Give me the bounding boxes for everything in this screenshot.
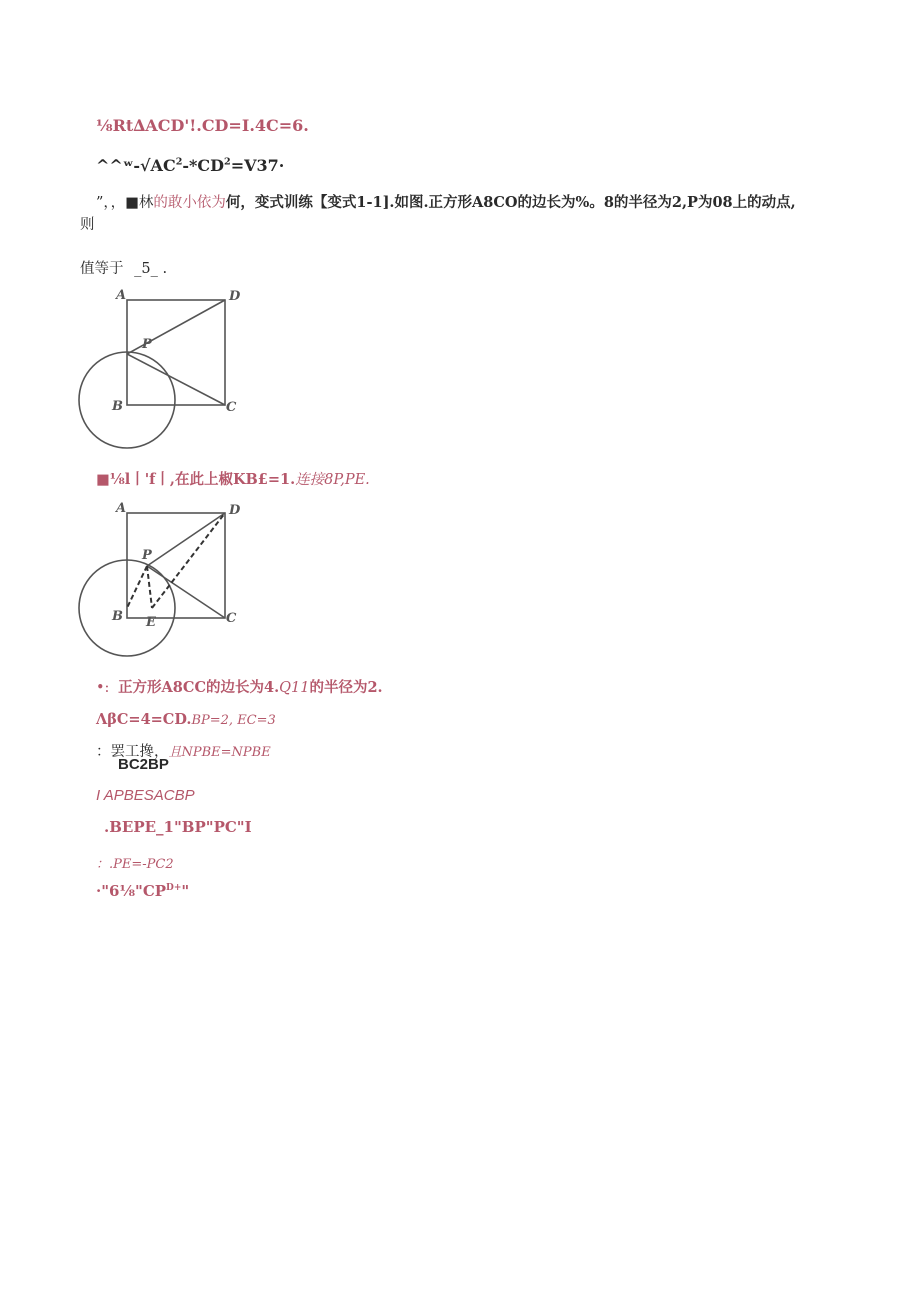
answer-prefix: 值等于 — [80, 261, 124, 277]
figure-2-dashed-pb — [127, 566, 147, 608]
figure-1-square — [127, 300, 225, 405]
given-line — [96, 676, 383, 697]
figure-1 — [72, 284, 252, 454]
construction-part-b: 连接8P,PE. — [295, 472, 370, 488]
lengths-line — [96, 711, 276, 728]
figure-1-label-b: B — [112, 399, 123, 414]
angle-part-a: ：罢工搀， — [96, 744, 169, 760]
figure-2-label-e: E — [146, 615, 156, 630]
given-part-a: •: — [96, 680, 110, 696]
answer-value: _5_ — [134, 261, 158, 277]
figure-2-segment-pc — [147, 566, 225, 618]
line-2-superscript-1: 2 — [175, 156, 183, 168]
figure-1-label-c: C — [226, 400, 237, 415]
problem-continuation-line — [80, 213, 95, 234]
figure-2-square — [127, 513, 225, 618]
angle-part-b: 且NPBE=NPBE — [168, 745, 271, 760]
similar-line — [96, 787, 195, 804]
figure-2 — [72, 496, 252, 666]
line-3-part-a: ”，，■林 — [96, 195, 154, 211]
proportion-line — [104, 818, 252, 836]
figure-2-label-p: P — [142, 548, 152, 563]
solution-line-1-text: ⅛Rt∆ACD'!.CD=I.4C=6. — [96, 116, 309, 135]
lengths-part-a: ΛβC=4=CD. — [96, 711, 192, 728]
figure-1-label-a: A — [116, 288, 127, 303]
ratio-line — [118, 756, 169, 773]
problem-statement-line — [96, 191, 796, 212]
line-3-part-c: 敢小依为 — [167, 195, 226, 211]
line-3-part-d: 何，变式训练【变式1-1].如图.正方形A8CO的边长为%。8的半径为2,P为08上的动点, — [225, 194, 796, 211]
given-part-c: Q11 — [279, 680, 310, 696]
line-2-part-a: ^^ʷ-√AC — [96, 156, 176, 175]
ratio-text: BC2BP — [118, 756, 169, 773]
pe-text: ：.PE=-PC2 — [96, 857, 174, 872]
final-part-a: ·"6⅛"CP — [96, 882, 167, 900]
figure-2-dashed-pe — [147, 566, 152, 608]
line-2-part-b: -*CD — [182, 156, 225, 175]
figure-2-label-b: B — [112, 609, 123, 624]
proportion-text: .BEPE_1"BP"PC"I — [104, 818, 252, 836]
pe-line — [96, 853, 174, 872]
final-superscript: D+ — [166, 883, 182, 893]
figure-2-label-c: C — [226, 611, 237, 626]
figure-2-label-a: A — [116, 501, 127, 516]
final-line — [96, 882, 189, 900]
line-4-text: 则 — [80, 217, 95, 233]
figure-2-label-d: D — [229, 503, 241, 518]
given-part-b: 正方形A8CC的边长为4. — [118, 679, 280, 696]
line-2-superscript-2: 2 — [224, 156, 231, 168]
construction-part-a: ■⅛l丨'f丨,在此上椒KB£=1. — [96, 471, 296, 488]
figure-1-label-d: D — [229, 289, 241, 304]
line-2-part-c: =V37· — [230, 156, 285, 175]
figure-1-segment-pc — [127, 354, 225, 405]
lengths-part-b: BP=2, EC=3 — [191, 713, 276, 728]
line-3-part-b: 的 — [153, 195, 168, 211]
solution-line-1 — [96, 116, 309, 135]
solution-line-2 — [96, 156, 284, 175]
answer-line — [80, 257, 167, 278]
given-part-d: 的半径为2. — [309, 679, 383, 696]
figure-2-segment-pd — [147, 513, 225, 566]
answer-suffix: . — [162, 261, 168, 277]
final-part-b: " — [181, 882, 190, 900]
similar-text: I APBESACBP — [96, 787, 195, 804]
figure-1-label-p: P — [142, 337, 152, 352]
construction-line — [96, 468, 370, 489]
